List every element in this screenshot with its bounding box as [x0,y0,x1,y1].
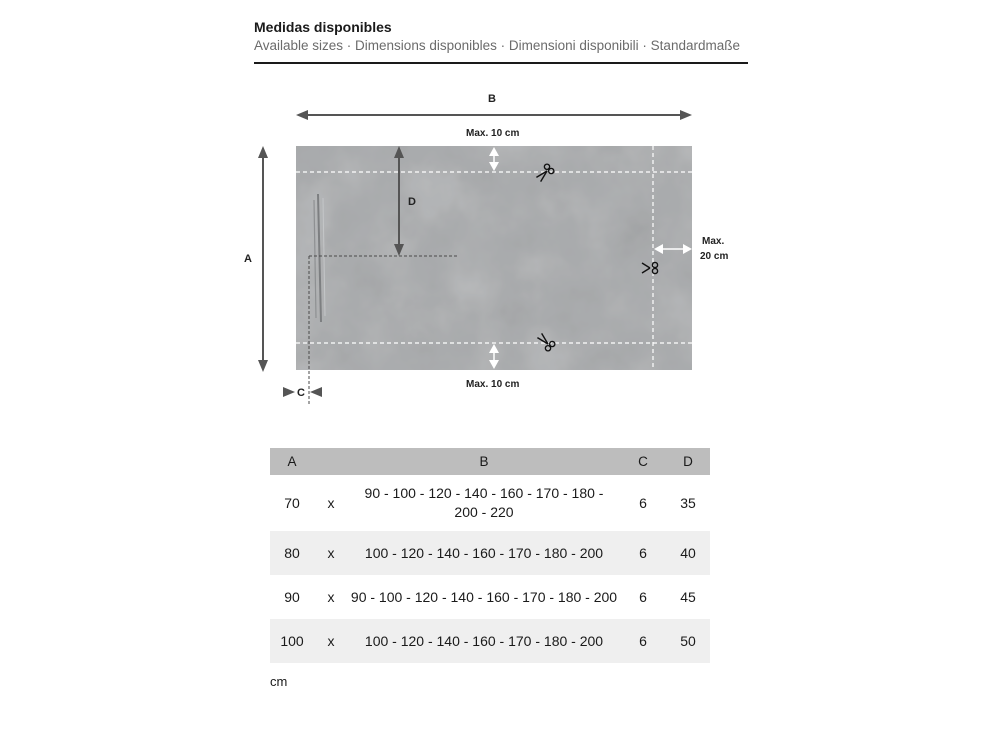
cell-b: 90 - 100 - 120 - 140 - 160 - 170 - 180 - 200 [348,575,620,619]
cell-a: 100 [270,619,314,663]
unit-label: cm [270,674,288,689]
label-c: C [297,387,305,399]
label-a: A [244,253,252,265]
header-d: D [666,448,710,475]
table-row [270,575,710,619]
cell-d: 45 [666,575,710,619]
dimension-b-arrow [296,110,692,120]
table-row [270,475,710,531]
cell-b: 90 - 100 - 120 - 140 - 160 - 170 - 180 - 200 - 220 [348,475,620,531]
label-d: D [408,196,416,208]
cell-c: 6 [620,475,666,531]
cell-x: x [314,475,348,531]
sizes-table [270,448,710,663]
tray-texture [296,146,692,370]
cell-x: x [314,619,348,663]
cell-a: 80 [270,531,314,575]
dimension-a-arrow [258,146,268,372]
table-header-row [270,448,710,475]
cell-b: 100 - 120 - 140 - 160 - 170 - 180 - 200 [348,619,620,663]
header-a: A [270,448,314,475]
cell-a: 70 [270,475,314,531]
header-spacer [314,448,348,475]
label-max-right-2: 20 cm [700,251,729,262]
label-b: B [488,93,496,105]
header-c: C [620,448,666,475]
label-max-top: Max. 10 cm [466,128,520,139]
table-row [270,619,710,663]
cell-d: 40 [666,531,710,575]
table-row [270,531,710,575]
cell-x: x [314,575,348,619]
cell-c: 6 [620,531,666,575]
cell-d: 50 [666,619,710,663]
page-subtitle: Available sizes · Dimensions disponibles · Dimensioni disponibili · Standardmaße [254,38,740,53]
header-b: B [348,448,620,475]
cell-b: 100 - 120 - 140 - 160 - 170 - 180 - 200 [348,531,620,575]
cell-c: 6 [620,619,666,663]
cell-d: 35 [666,475,710,531]
cell-x: x [314,531,348,575]
cell-c: 6 [620,575,666,619]
page-title: Medidas disponibles [254,19,392,35]
label-max-bottom: Max. 10 cm [466,379,520,390]
label-max-right-1: Max. [702,236,725,247]
cell-a: 90 [270,575,314,619]
